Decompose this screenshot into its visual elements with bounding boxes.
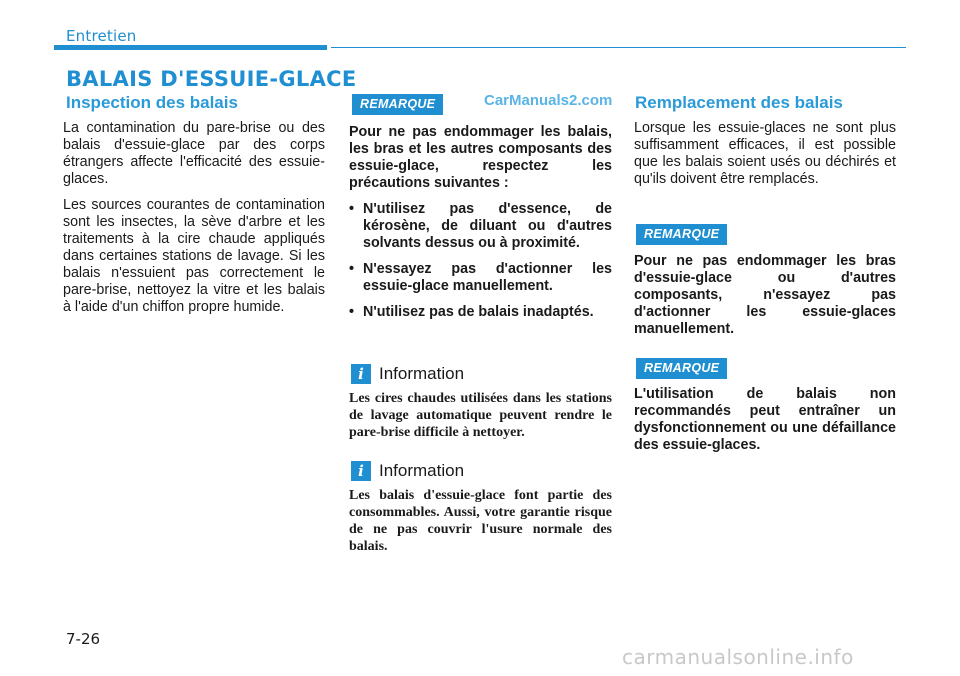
- info-title-1: Information: [379, 364, 465, 383]
- page-number: 7-26: [66, 630, 101, 648]
- list-item: • N'utilisez pas de balais inadaptés.: [349, 304, 594, 320]
- remarque-badge: REMARQUE: [352, 94, 443, 115]
- inspection-heading: Inspection des balais: [66, 93, 238, 112]
- precautions-intro: Pour ne pas endommager les balais, les bras et les autres composants des essuie-glace, respectez les précautions suivantes :: [349, 124, 612, 191]
- info-title-2: Information: [379, 461, 465, 480]
- info-text-1: Les cires chaudes utilisées dans les stations de lavage automatique peuvent rendre le pare-brise difficile à nettoyer.: [349, 391, 612, 440]
- inspection-body: [63, 120, 325, 325]
- info-icon: i: [351, 364, 371, 384]
- precautions-block: [349, 124, 612, 330]
- list-item: • N'essayez pas d'actionner les essuie-glace manuellement.: [349, 261, 612, 294]
- remarque-badge: REMARQUE: [636, 224, 727, 245]
- inspection-paragraph-1: La contamination du pare-brise ou des balais d'essuie-glace par des corps étrangers affecte l'efficacité des essuie-glaces.: [63, 120, 325, 187]
- replacement-note-2: L'utilisation de balais non recommandés peut entraîner un dysfonctionnement ou une défaillance des essuie-glaces.: [634, 386, 896, 453]
- page-title: BALAIS D'ESSUIE-GLACE: [66, 67, 357, 91]
- remarque-badge: REMARQUE: [636, 358, 727, 379]
- precautions-list: [349, 201, 612, 321]
- bullet-icon: •: [349, 304, 355, 320]
- footer-watermark: carmanualsonline.info: [622, 645, 854, 669]
- bullet-icon: •: [349, 261, 355, 277]
- replacement-heading: Remplacement des balais: [635, 93, 843, 112]
- info-text-2: Les balais d'essuie-glace font partie des consommables. Aussi, votre garantie risque de ne pas couvrir l'usure normale des balais.: [349, 488, 612, 554]
- bullet-icon: •: [349, 201, 355, 217]
- inspection-paragraph-2: Les sources courantes de contamination sont les insectes, la sève d'arbre et les traitements à la cire chaude appliqués dans certaines stations de lavage. Si les balais n'essuient pas correctement le pare-brise, nettoyez la vitre et les balais à l'aide d'un chiffon propre humide.: [63, 197, 325, 315]
- header-rule-thick: [54, 45, 327, 50]
- info-icon: i: [351, 461, 371, 481]
- carmanuals-watermark: CarManuals2.com: [484, 92, 613, 109]
- header-rule-thin: [331, 47, 906, 48]
- section-label: Entretien: [66, 27, 137, 45]
- list-item: • N'utilisez pas d'essence, de kérosène, de diluant ou d'autres solvants dessus ou à proximité.: [349, 201, 612, 251]
- replacement-paragraph: Lorsque les essuie-glaces ne sont plus suffisamment efficaces, il est possible que les balais soient usés ou déchirés et qu'ils doivent être remplacés.: [634, 120, 896, 187]
- replacement-note-1: Pour ne pas endommager les bras d'essuie-glace ou d'autres composants, n'essayez pas d'actionner les essuie-glaces manuellement.: [634, 253, 896, 337]
